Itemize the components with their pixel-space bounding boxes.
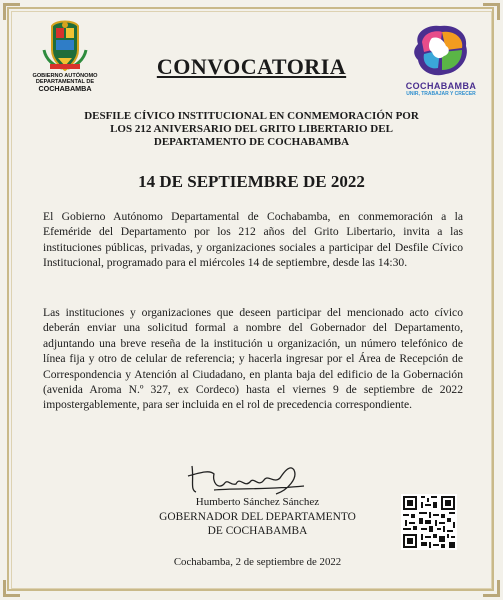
signatory-role-line2: DE COCHABAMBA [207, 525, 308, 537]
logo-right-name: COCHABAMBA [405, 81, 477, 91]
frame-corner [483, 3, 500, 20]
subtitle-line3: DEPARTAMENTO DE COCHABAMBA [153, 136, 350, 148]
handwritten-signature-icon [184, 460, 324, 500]
logo-left-line2: DEPARTAMENTAL DE [35, 79, 95, 86]
frame-corner [3, 580, 20, 597]
signatory-name: Humberto Sánchez Sánchez [195, 496, 320, 508]
event-date-heading: 14 DE SEPTIEMBRE DE 2022 [138, 172, 365, 191]
signatory-role-line1: GOBERNADOR DEL DEPARTAMENTO [159, 510, 356, 523]
logo-right-slogan: UNIR, TRABAJAR Y CRECER [406, 91, 476, 97]
frame-corner [3, 3, 20, 20]
logo-left-line1: GOBIERNO AUTÓNOMO [32, 73, 98, 79]
subtitle-line1: DESFILE CÍVICO INSTITUCIONAL EN CONMEMORACIÓN POR [84, 110, 419, 122]
page-title: CONVOCATORIA [156, 54, 347, 79]
event-subtitle [60, 110, 443, 149]
qr-code-icon [401, 494, 457, 550]
invitation-paragraph: El Gobierno Autónomo Departamental de Cochabamba, en conmemoración a la Efeméride del Departamento por los 212 años del Grito Libertario, invita a las instituciones públicas, privadas, y organizaciones sociales a participar del Desfile Cívico Institucional, programado para el miércoles 14 de septiembre, desde las 14:30. [43, 210, 463, 270]
logo-left-line3: COCHABAMBA [38, 83, 92, 93]
instructions-paragraph: Las instituciones y organizaciones que deseen participar del mencionado acto cívico deberán enviar una solicitud formal a nombre del Gobernador del Departamento, adjuntando una breve reseña de la institución u organización, un número telefónico de línea fija y otro de celular de referencia; y hacerla ingresar por el Área de Recepción de Correspondencia y Atención al Ciudadano, en planta baja del edificio de la Gobernación (avenida Aroma N.º 327, ex Cordeco) hasta el viernes 9 de septiembre de 2022 impostergablemente, para ser incluida en el rol de precedencia correspondiente. [43, 306, 463, 412]
frame-corner [483, 580, 500, 597]
subtitle-line2: LOS 212 ANIVERSARIO DEL GRITO LIBERTARIO DEL [110, 123, 393, 135]
place-and-date: Cochabamba, 2 de septiembre de 2022 [173, 556, 342, 568]
signature-block [140, 495, 375, 539]
